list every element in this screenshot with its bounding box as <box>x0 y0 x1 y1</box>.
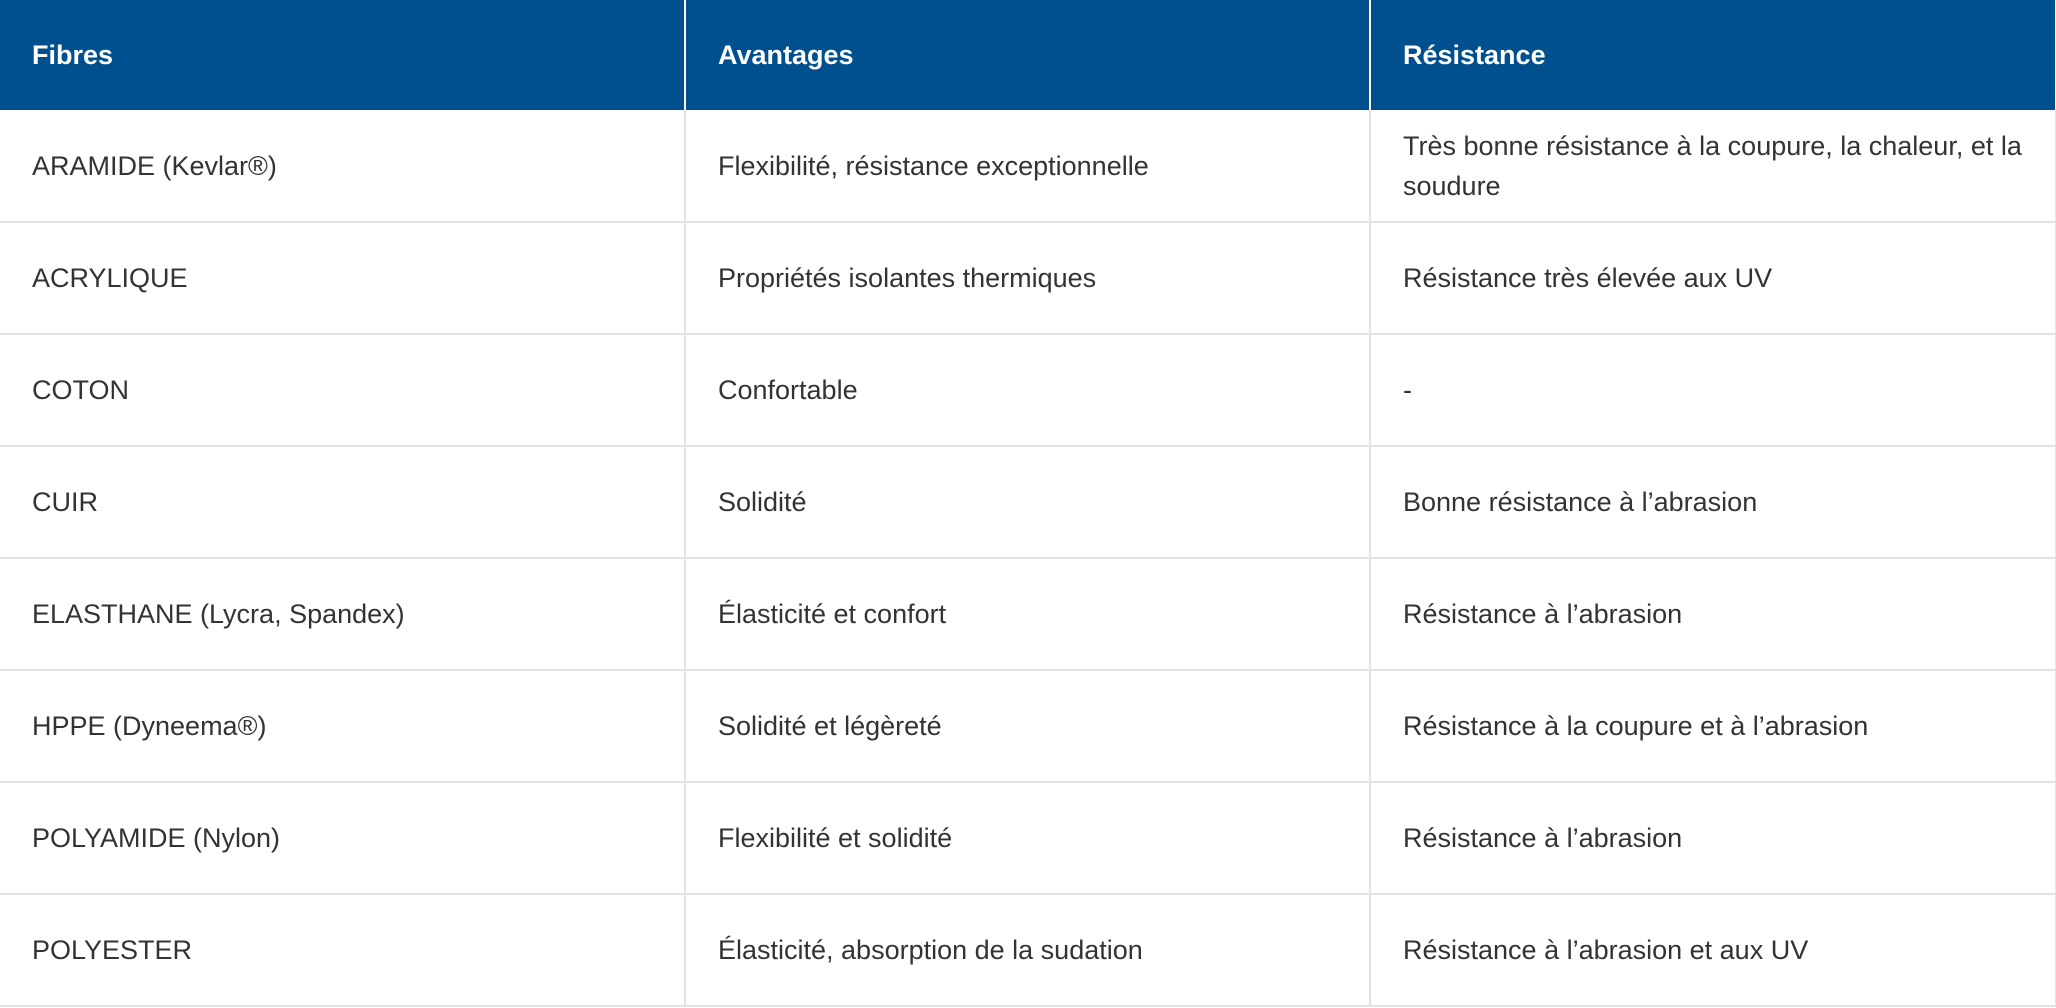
cell-avantages: Solidité et légèreté <box>685 670 1370 782</box>
cell-fibre: POLYESTER <box>0 894 685 1006</box>
table-row <box>0 334 2056 446</box>
cell-resistance: Résistance à la coupure et à l’abrasion <box>1370 670 2056 782</box>
cell-fibre: POLYAMIDE (Nylon) <box>0 782 685 894</box>
table-row <box>0 558 2056 670</box>
header-avantages: Avantages <box>685 0 1370 110</box>
cell-fibre: HPPE (Dyneema®) <box>0 670 685 782</box>
cell-resistance: Résistance très élevée aux UV <box>1370 222 2056 334</box>
cell-avantages: Propriétés isolantes thermiques <box>685 222 1370 334</box>
table-header <box>0 0 2056 110</box>
cell-resistance: Résistance à l’abrasion <box>1370 782 2056 894</box>
table-row <box>0 222 2056 334</box>
cell-resistance: - <box>1370 334 2056 446</box>
table-row <box>0 446 2056 558</box>
cell-fibre: ARAMIDE (Kevlar®) <box>0 110 685 222</box>
cell-avantages: Élasticité, absorption de la sudation <box>685 894 1370 1006</box>
cell-fibre: ACRYLIQUE <box>0 222 685 334</box>
cell-fibre: CUIR <box>0 446 685 558</box>
header-row <box>0 0 2056 110</box>
cell-avantages: Flexibilité, résistance exceptionnelle <box>685 110 1370 222</box>
table-row <box>0 894 2056 1006</box>
table-row <box>0 782 2056 894</box>
table-body <box>0 110 2056 1006</box>
cell-avantages: Flexibilité et solidité <box>685 782 1370 894</box>
header-fibres: Fibres <box>32 39 114 70</box>
table-row <box>0 110 2056 222</box>
cell-resistance: Très bonne résistance à la coupure, la chaleur, et la soudure <box>1370 110 2056 222</box>
cell-fibre: ELASTHANE (Lycra, Spandex) <box>0 558 685 670</box>
cell-fibre: COTON <box>0 334 685 446</box>
cell-resistance: Bonne résistance à l’abrasion <box>1370 446 2056 558</box>
cell-avantages: Confortable <box>685 334 1370 446</box>
cell-avantages: Élasticité et confort <box>685 558 1370 670</box>
cell-resistance: Résistance à l’abrasion <box>1370 558 2056 670</box>
table-row <box>0 670 2056 782</box>
cell-avantages: Solidité <box>685 446 1370 558</box>
cell-resistance: Résistance à l’abrasion et aux UV <box>1370 894 2056 1006</box>
header-resistance: Résistance <box>1370 0 2056 110</box>
